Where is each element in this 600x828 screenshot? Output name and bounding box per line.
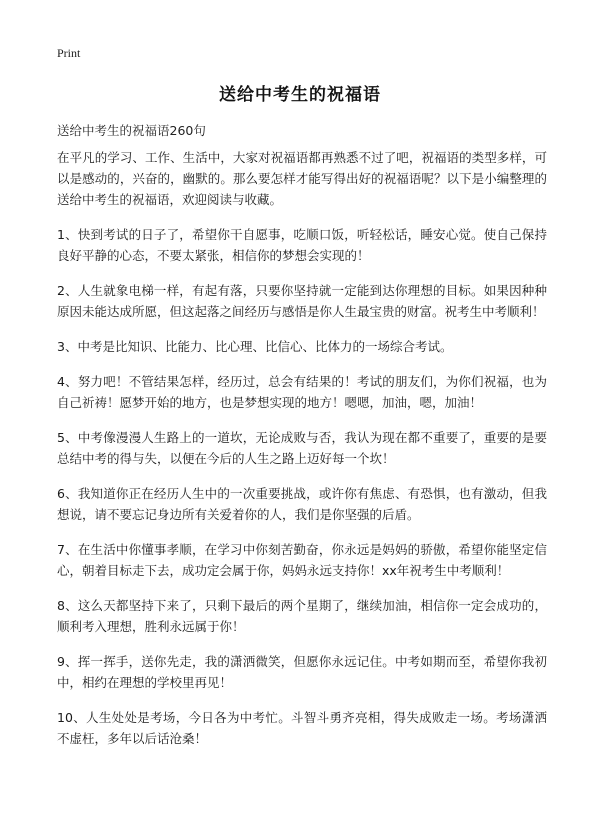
blessing-item-5: 5、中考像漫漫人生路上的一道坎，无论成败与否，我认为现在都不重要了，重要的是要总结中考的得与失，以便在今后的人生之路上迈好每一个坎！ <box>57 430 547 466</box>
blessing-item-2: 2、人生就象电梯一样，有起有落，只要你坚持就一定能到达你理想的目标。如果因种种原因未能达成所愿，但这起落之间经历与感悟是你人生最宝贵的财富。祝考生中考顺利！ <box>57 283 547 319</box>
page-subtitle: 送给中考生的祝福语260句 <box>57 123 206 138</box>
blessing-item-10: 10、人生处处是考场，今日各为中考忙。斗智斗勇齐亮相，得失成败走一场。考场潇洒不虚枉，多年以后话沧桑！ <box>57 710 547 746</box>
print-label[interactable]: Print <box>57 46 81 60</box>
blessing-item-8: 8、这么天都坚持下来了，只剩下最后的两个星期了，继续加油，相信你一定会成功的，顺利考入理想，胜利永远属于你！ <box>57 598 547 634</box>
blessing-item-9: 9、挥一挥手，送你先走，我的潇洒微笑，但愿你永远记住。中考如期而至，希望你我初中，相约在理想的学校里再见！ <box>57 654 547 690</box>
page-title: 送给中考生的祝福语 <box>219 85 381 105</box>
intro-paragraph: 在平凡的学习、工作、生活中，大家对祝福语都再熟悉不过了吧，祝福语的类型多样，可以是感动的，兴奋的，幽默的。那么要怎样才能写得出好的祝福语呢？以下是小编整理的送给中考生的祝福语，欢迎阅读与收藏。 <box>57 150 547 207</box>
blessing-item-3: 3、中考是比知识、比能力、比心理、比信心、比体力的一场综合考试。 <box>57 339 453 354</box>
blessing-item-4: 4、努力吧！不管结果怎样，经历过，总会有结果的！考试的朋友们，为你们祝福，也为自己祈祷！愿梦开始的地方，也是梦想实现的地方！嗯嗯，加油，嗯，加油！ <box>57 374 547 410</box>
blessing-item-7: 7、在生活中你懂事孝顺，在学习中你刻苦勤奋，你永远是妈妈的骄傲，希望你能坚定信心，朝着目标走下去，成功定会属于你，妈妈永远支持你！xx年祝考生中考顺利！ <box>57 542 547 578</box>
article-body <box>57 147 547 763</box>
blessing-item-1: 1、快到考试的日子了，希望你干自愿事，吃顺口饭，听轻松话，睡安心觉。使自己保持良好平静的心态，不要太紧张，相信你的梦想会实现的！ <box>57 227 547 263</box>
blessing-item-6: 6、我知道你正在经历人生中的一次重要挑战，或许你有焦虑、有恐惧，也有激动，但我想说，请不要忘记身边所有关爱着你的人，我们是你坚强的后盾。 <box>57 486 547 522</box>
